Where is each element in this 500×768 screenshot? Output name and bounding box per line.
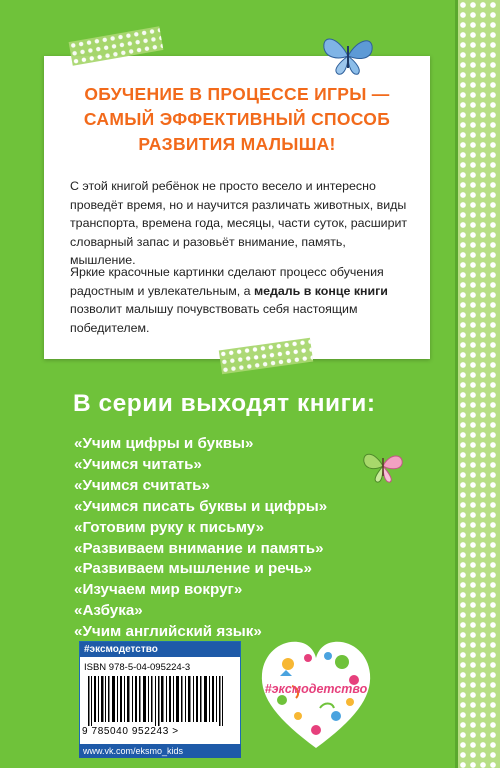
- series-item: «Учим английский язык»: [74, 623, 262, 641]
- series-item: «Готовим руку к письму»: [74, 518, 265, 536]
- description-card: [44, 56, 430, 359]
- series-item: «Развиваем внимание и память»: [74, 539, 324, 557]
- series-item: «Развиваем мышление и речь»: [74, 560, 312, 578]
- paragraph-2-start: Яркие красочные картинки сделают процесс обучения радостным и увлекательным, а: [70, 265, 384, 298]
- series-item: «Учимся писать буквы и цифры»: [74, 497, 328, 515]
- series-item: «Учимся считать»: [74, 476, 210, 494]
- pink-butterfly-icon: [360, 446, 406, 486]
- card-title-line-3: РАЗВИТИЯ МАЛЫША!: [138, 134, 336, 154]
- series-list: [74, 434, 327, 643]
- series-item: «Изучаем мир вокруг»: [74, 581, 243, 599]
- card-title-line-1: ОБУЧЕНИЕ В ПРОЦЕССЕ ИГРЫ —: [84, 84, 390, 104]
- heart-label: #эксмодетство: [264, 682, 368, 696]
- card-title-line-2: САМЫЙ ЭФФЕКТИВНЫЙ СПОСОБ: [83, 109, 391, 129]
- card-title: [44, 82, 430, 157]
- vk-link[interactable]: www.vk.com/eksmo_kids: [79, 744, 241, 758]
- paragraph-2-bold: медаль в конце книги: [253, 283, 388, 298]
- polka-dot-strip: [458, 0, 500, 768]
- barcode-block: [79, 641, 241, 745]
- series-heading: В серии выходят книги:: [73, 390, 376, 417]
- series-item: «Азбука»: [74, 602, 143, 620]
- isbn-text: ISBN 978-5-04-095224-3: [84, 662, 191, 673]
- card-paragraph-1: С этой книгой ребёнок не просто весело и интересно проведёт время, но и научится различать животных, виды транспорта, времена года, месяцы, части суток, расширит словарный запас и разовьёт внимание, память, мышление.: [70, 179, 408, 267]
- strip-divider: [455, 0, 458, 768]
- barcode-digits: 9 785040 952243 >: [82, 726, 179, 737]
- series-item: «Учимся читать»: [74, 455, 202, 473]
- blue-butterfly-icon: [318, 32, 378, 80]
- barcode-bars: [86, 676, 232, 726]
- series-item: «Учим цифры и буквы»: [74, 435, 254, 452]
- barcode-header: #эксмодетство: [80, 642, 240, 657]
- card-paragraph-2: [70, 263, 410, 337]
- paragraph-2-end: позволит малышу почувствовать себя настоящим победителем.: [70, 302, 358, 335]
